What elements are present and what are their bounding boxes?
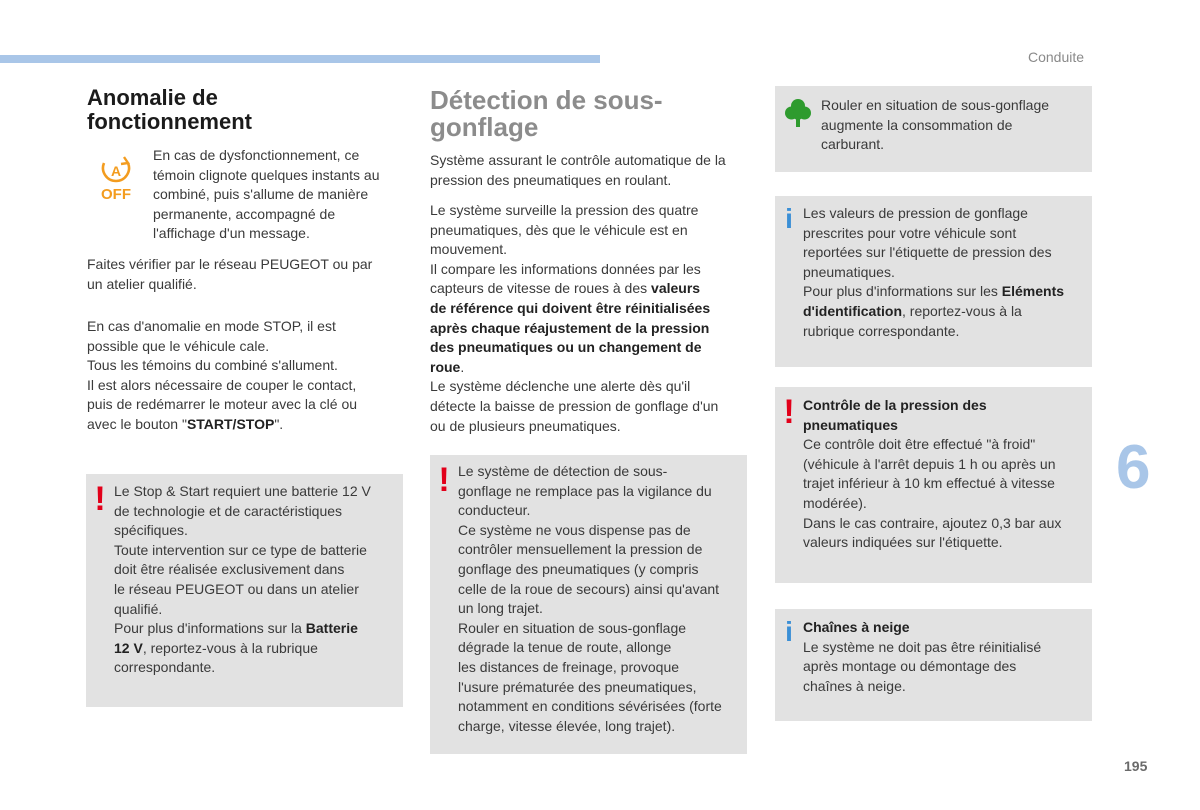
indicator-description: En cas de dysfonctionnement, ce témoin clignote quelques instants au combiné, puis s'allume de manière permanente, accompagné de l'affichage d'un message.	[153, 147, 380, 242]
eco-box-consumption	[775, 86, 1092, 172]
warning-box-battery	[86, 474, 403, 707]
section-title-anomalie: Anomalie de fonctionnement	[87, 85, 252, 134]
info-box-snow-chains	[775, 609, 1092, 721]
info-box-pressure-values	[775, 196, 1092, 367]
info-icon: i	[785, 203, 793, 234]
warning-box-pressure-check	[775, 387, 1092, 583]
info-icon: i	[785, 616, 793, 647]
warning-exclamation-icon: !	[783, 393, 795, 431]
warning-box-vigilance	[430, 455, 747, 754]
paragraph-system-operation: Le système surveille la pression des quatre pneumatiques, dès que le véhicule est en mouvement. Il compare les informations données par les capteurs de vitesse de roues à des valeurs de référence qui doivent être réinitialisées après chaque réajustement de la pression des pneumatiques ou un changement de roue. Le système déclenche une alerte dès qu'il détecte la baisse de pression de gonflage d'un ou de plusieurs pneumatiques.	[430, 202, 719, 434]
header-accent-bar	[0, 55, 600, 63]
paragraph-system-description: Système assurant le contrôle automatique de la pression des pneumatiques en roulant.	[430, 152, 726, 188]
section-label: Conduite	[1028, 49, 1085, 65]
warning-pressure-check-text: Contrôle de la pression des pneumatiques Ce contrôle doit être effectué "à froid" (véhicule à l'arrêt depuis 1 h ou après un trajet inférieur à 10 km effectué à vitesse modérée). Dans le cas contraire, ajoutez 0,3 bar aux valeurs indiquées sur l'étiquette.	[803, 397, 1062, 551]
a-off-label: OFF	[101, 186, 131, 201]
page-number: 195	[1124, 758, 1148, 774]
paragraph-stop-mode: En cas d'anomalie en mode STOP, il est possible que le véhicule cale. Tous les témoins du combiné s'allument. Il est alors nécessaire de couper le contact, puis de redémarrer le moteur avec la clé ou avec le bouton "START/STOP".	[87, 318, 358, 432]
a-off-indicator-icon	[96, 155, 136, 201]
eco-tree-icon	[785, 98, 811, 128]
info-snow-chains-text: Chaînes à neige Le système ne doit pas être réinitialisé après montage ou démontage des chaînes à neige.	[803, 619, 1042, 694]
warning-vigilance-text: Le système de détection de sous- gonflage ne remplace pas la vigilance du conducteur. Ce système ne vous dispense pas de contrôler mensuellement la pression de gonflage des pneumatiques (y compris celle de la roue de secours) ainsi qu'avant un long trajet. Rouler en situation de sous-gonflage dégrade la tenue de route, allonge les distances de freinage, provoque l'usure prématurée des pneumatiques, notamment en conditions sévérisées (forte charge, vitesse élevée, long trajet).	[458, 463, 722, 734]
info-pressure-values-text: Les valeurs de pression de gonflage prescrites pour votre véhicule sont reportées sur l'étiquette de pression des pneumatiques. Pour plus d'informations sur les Eléments d'identification, reportez-vous à la rubrique correspondante.	[803, 205, 1065, 339]
warning-battery-text: Le Stop & Start requiert une batterie 12 V de technologie et de caractéristiques spécifiques. Toute intervention sur ce type de batterie doit être réalisée exclusivement dans le réseau PEUGEOT ou dans un atelier qualifié. Pour plus d'informations sur la Batterie 12 V, reportez-vous à la rubrique correspondante.	[114, 483, 371, 676]
warning-exclamation-icon: !	[94, 480, 106, 518]
warning-exclamation-icon: !	[438, 461, 450, 499]
section-title-detection: Détection de sous- gonflage	[430, 85, 663, 142]
chapter-number: 6	[1116, 433, 1151, 502]
paragraph-verification: Faites vérifier par le réseau PEUGEOT ou par un atelier qualifié.	[87, 256, 373, 292]
eco-consumption-text: Rouler en situation de sous-gonflage augmente la consommation de carburant.	[821, 97, 1050, 153]
a-off-letter: A	[110, 163, 122, 179]
